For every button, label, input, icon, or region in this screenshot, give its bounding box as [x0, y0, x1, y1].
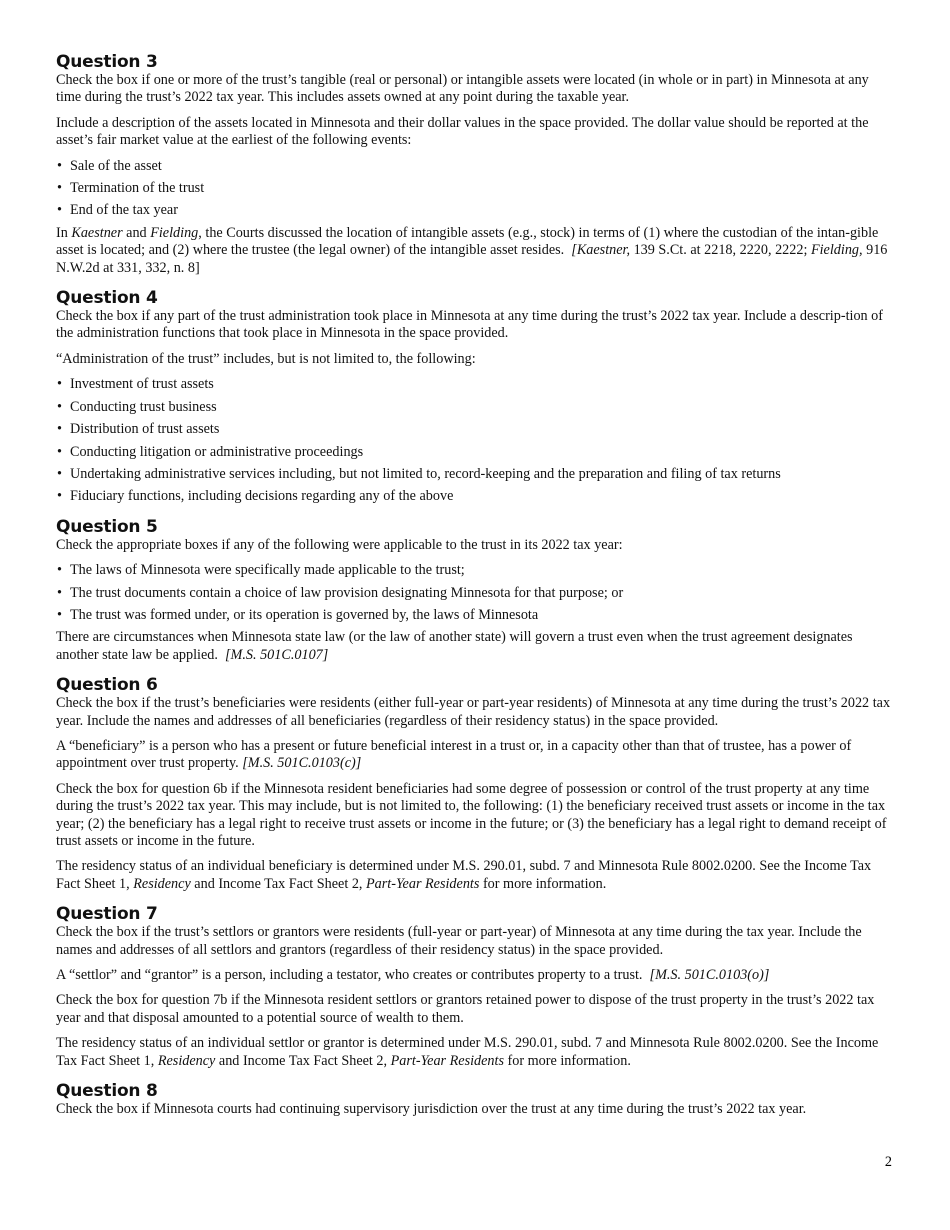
list-item: • The laws of Minnesota were specifically made applicable to the trust;	[56, 562, 896, 579]
question-3-paragraph-3: In Kaestner and Fielding, the Courts discussed the location of intangible assets (e.g., stock) in terms of (1) where the custodian of the intan-gible asset is located; and (2) where the trustee (the legal owner) of the intangible asset resides. [Kaestner, 139 S.Ct. at 2218, 2220, 2222; Fielding, 916 N.W.2d at 331, 332, n. 8]	[56, 224, 888, 276]
question-4-paragraph-1: Check the box if any part of the trust administration took place in Minnesota at any time during the trust’s 2022 tax year. Include a descrip-tion of the administration functions that took place in Minnesota in the space provided.	[56, 308, 884, 342]
case-name-kaestner: Kaestner	[71, 224, 123, 241]
section-question-3	[56, 52, 896, 277]
question-4-heading: Question 4	[56, 288, 158, 309]
question-5-paragraph-2: There are circumstances when Minnesota state law (or the law of another state) will govern a trust even when the trust agreement designates another state law be applied. [M.S. 501C.0107]	[56, 629, 853, 663]
question-3-bullet-list	[56, 158, 896, 220]
question-6-paragraph-1: Check the box if the trust’s beneficiaries were residents (either full-year or part-year residents) of Minnesota at any time during the trust’s 2022 tax year. Include the names and addresses of all beneficiaries (regardless of their residency status) in the space provided.	[56, 695, 891, 729]
question-6-paragraph-2: A “beneficiary” is a person who has a present or future beneficial interest in a trust or, in a capacity other than that of trustee, has a power of appointment over trust property. [M.S. 501C.0103(c)]	[56, 737, 852, 772]
question-4-bullet-list	[56, 376, 896, 505]
citation: [Kaestner,	[571, 242, 631, 259]
question-8-heading: Question 8	[56, 1081, 158, 1102]
question-6-heading: Question 6	[56, 675, 158, 696]
list-item: • Termination of the trust	[56, 180, 896, 197]
fact-sheet-title: Part-Year Residents	[366, 875, 480, 892]
question-4-paragraph-2: “Administration of the trust” includes, but is not limited to, the following:	[56, 350, 476, 367]
question-5-paragraph-1: Check the appropriate boxes if any of the following were applicable to the trust in its 2022 tax year:	[56, 536, 623, 553]
question-3-paragraph-1: Check the box if one or more of the trust’s tangible (real or personal) or intangible assets were located (in whole or in part) in Minnesota at any time during the trust’s 2022 tax year. This includes assets owned at any point during the taxable year.	[56, 72, 869, 106]
list-item: • The trust was formed under, or its operation is governed by, the laws of Minnesota	[56, 607, 896, 624]
list-item: • Conducting litigation or administrative proceedings	[56, 444, 896, 461]
citation: [M.S. 501C.0107]	[225, 646, 329, 663]
section-question-5	[56, 517, 896, 664]
question-7-paragraph-1: Check the box if the trust’s settlors or grantors were residents (full-year or part-year) of Minnesota at any time during the tax year. Include the names and addresses of all settlors and grantors (regardless of their residency status) in the space provided.	[56, 924, 862, 958]
fact-sheet-title: Residency	[157, 1052, 216, 1069]
case-name-fielding: Fielding	[150, 224, 199, 241]
section-question-4	[56, 288, 896, 506]
list-item: • Sale of the asset	[56, 158, 896, 175]
question-8-paragraph-1: Check the box if Minnesota courts had continuing supervisory jurisdiction over the trust at any time during the trust’s 2022 tax year.	[56, 1101, 807, 1118]
list-item: • Distribution of trust assets	[56, 421, 896, 438]
list-item: • Investment of trust assets	[56, 376, 896, 393]
list-item: • Undertaking administrative services including, but not limited to, record-keeping and the preparation and filing of tax returns	[56, 466, 896, 483]
question-7-paragraph-2: A “settlor” and “grantor” is a person, including a testator, who creates or contributes property to a trust. [M.S. 501C.0103(o)]	[56, 967, 770, 984]
list-item: • Conducting trust business	[56, 399, 896, 416]
question-3-paragraph-2: Include a description of the assets located in Minnesota and their dollar values in the space provided. The dollar value should be reported at the asset’s fair market value at the earliest of the following events:	[56, 114, 869, 149]
section-question-6	[56, 675, 896, 893]
section-question-8	[56, 1081, 896, 1118]
question-7-paragraph-3: Check the box for question 7b if the Minnesota resident settlors or grantors retained power to dispose of the trust property in the trust’s 2022 tax year and that disposal amounted to a potential source of wealth to them.	[56, 992, 875, 1026]
page-number: 2	[884, 1154, 892, 1170]
document-page	[56, 52, 896, 1129]
question-7-heading: Question 7	[56, 904, 158, 925]
question-7-paragraph-4: The residency status of an individual settlor or grantor is determined under M.S. 290.01, subd. 7 and Minnesota Rule 8002.0200. See the Income Tax Fact Sheet 1, Residency and Income Tax Fact Sheet 2, Part-Year Residents for more information.	[56, 1035, 879, 1069]
question-5-bullet-list	[56, 562, 896, 624]
question-3-heading: Question 3	[56, 52, 158, 72]
section-question-7	[56, 904, 896, 1070]
fact-sheet-title: Residency	[133, 875, 191, 892]
citation: [M.S. 501C.0103(c)]	[242, 755, 362, 772]
question-6-paragraph-4: The residency status of an individual beneficiary is determined under M.S. 290.01, subd. 7 and Minnesota Rule 8002.0200. See the Income Tax Fact Sheet 1, Residency and Income Tax Fact Sheet 2, Part-Year Residents for more information.	[56, 858, 872, 892]
list-item: • Fiduciary functions, including decisions regarding any of the above	[56, 488, 896, 505]
fact-sheet-title: Part-Year Residents	[390, 1052, 504, 1069]
list-item: • The trust documents contain a choice of law provision designating Minnesota for that purpose; or	[56, 585, 896, 602]
citation: [M.S. 501C.0103(o)]	[649, 967, 770, 984]
question-5-heading: Question 5	[56, 516, 158, 537]
list-item: • End of the tax year	[56, 202, 896, 219]
question-6-paragraph-3: Check the box for question 6b if the Minnesota resident beneficiaries had some degree of possession or control of the trust property at any time during the trust’s 2022 tax year. This may include, but is not limited to, the following: (1) the beneficiary received trust assets or income in the tax year; (2) the beneficiary has a legal right to receive trust assets or income in the future; or (3) the beneficiary has a legal right to demand receipt of trust assets or income in the future.	[56, 780, 887, 849]
